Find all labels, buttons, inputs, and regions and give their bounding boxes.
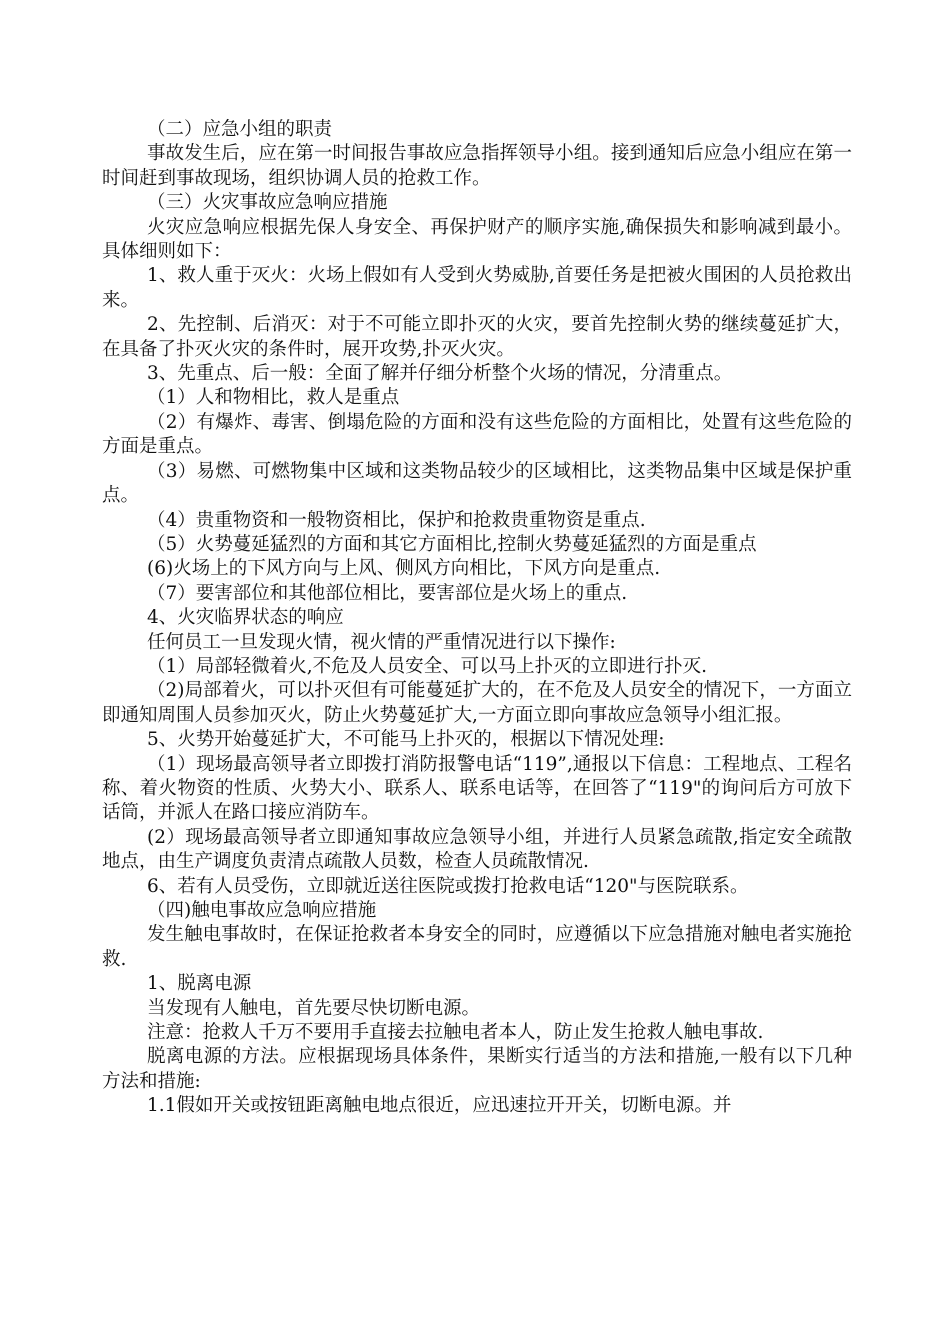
section-heading-emergency-team-duties: （二）应急小组的职责 xyxy=(147,119,333,140)
sub-item-local-fire: （2)局部着火，可以扑灭但有可能蔓延扩大的，在不危及人员安全的情况下，一方面立即通知周围人员参加灭火，防止火势蔓延扩大,一方面立即向事故应急领导小组汇报。 xyxy=(102,680,852,726)
sub-item-5: （5）火势蔓延猛烈的方面和其它方面相比,控制火势蔓延猛烈的方面是重点 xyxy=(147,533,757,555)
sub-item-call-119: （1）现场最高领导者立即拨打消防报警电话“119”,通报以下信息：工程地点、工程名称、着火物资的性质、火势大小、联系人、联系电话等，在回答了“119"的询问后方可放下话筒，并派人在路口接应消防车。 xyxy=(102,753,852,824)
sub-item-4: （4）贵重物资和一般物资相比，保护和抢救贵重物资是重点. xyxy=(147,509,646,531)
list-item-control-first: 2、先控制、后消灭：对于不可能立即扑灭的火灾，要首先控制火势的继续蔓延扩大，在具备了扑灭火灾的条件时，展开攻势,扑灭火灾。 xyxy=(102,314,852,360)
paragraph-caution: 注意：抢救人千万不要用手直接去拉触电者本人，防止发生抢救人触电事故. xyxy=(147,1022,764,1044)
sub-item-minor-fire: （1）局部轻微着火,不危及人员安全、可以马上扑灭的立即进行扑灭. xyxy=(147,655,708,677)
sub-item-2: （2）有爆炸、毒害、倒塌危险的方面和没有这些危险的方面相比，处置有这些危险的方面是重点。 xyxy=(102,411,852,458)
sub-item-6: (6)火场上的下风方向与上风、侧风方向相比，下风方向是重点. xyxy=(147,558,661,580)
paragraph-cut-power: 当发现有人触电，首先要尽快切断电源。 xyxy=(147,997,481,1019)
paragraph-switch-method: 1.1假如开关或按钮距离触电地点很近，应迅速拉开开关，切断电源。并 xyxy=(147,1095,732,1117)
list-item-spreading-fire: 5、火势开始蔓延扩大，不可能马上扑灭的，根据以下情况处理: xyxy=(147,729,665,751)
document-page xyxy=(102,118,852,1119)
list-item-rescue-first: 1、救人重于灭火：火场上假如有人受到火势威胁,首要任务是把被火围困的人员抢救出来。 xyxy=(102,265,852,311)
section-heading-fire-response: （三）火灾事故应急响应措施 xyxy=(147,192,388,214)
sub-item-3: （3）易燃、可燃物集中区域和这类物品较少的区域相比，这类物品集中区域是保护重点。 xyxy=(102,460,852,507)
paragraph-fire-response-principle: 火灾应急响应根据先保人身安全、再保护财产的顺序实施,确保损失和影响减到最小。具体细则如下： xyxy=(102,216,852,263)
paragraph-report-procedure: 事故发生后，应在第一时间报告事故应急指挥领导小组。接到通知后应急小组应在第一时间赶到事故现场，组织协调人员的抢救工作。 xyxy=(102,143,852,189)
sub-item-1: （1）人和物相比，救人是重点 xyxy=(147,387,400,409)
sub-item-evacuation: (2）现场最高领导者立即通知事故应急领导小组，并进行人员紧急疏散,指定安全疏散地点，由生产调度负责清点疏散人员数，检查人员疏散情况. xyxy=(102,826,852,873)
sub-item-7: （7）要害部位和其他部位相比，要害部位是火场上的重点. xyxy=(147,582,628,604)
list-item-critical-state: 4、火灾临界状态的响应 xyxy=(147,607,344,629)
list-item-disconnect-power: 1、脱离电源 xyxy=(147,973,252,995)
paragraph-disconnect-methods: 脱离电源的方法。应根据现场具体条件，果断实行适当的方法和措施,一般有以下几种方法和措施: xyxy=(102,1046,852,1092)
paragraph-shock-principle: 发生触电事故时，在保证抢救者本身安全的同时，应遵循以下应急措施对触电者实施抢救. xyxy=(102,924,852,970)
list-item-priority-first: 3、先重点、后一般：全面了解并仔细分析整个火场的情况，分清重点。 xyxy=(147,363,733,385)
paragraph-staff-operations: 任何员工一旦发现火情，视火情的严重情况进行以下操作: xyxy=(147,631,616,653)
section-heading-electric-shock: （四)触电事故应急响应措施 xyxy=(147,900,377,921)
list-item-injury: 6、若有人员受伤，立即就近送往医院或拨打抢救电话“120"与医院联系。 xyxy=(147,875,749,897)
